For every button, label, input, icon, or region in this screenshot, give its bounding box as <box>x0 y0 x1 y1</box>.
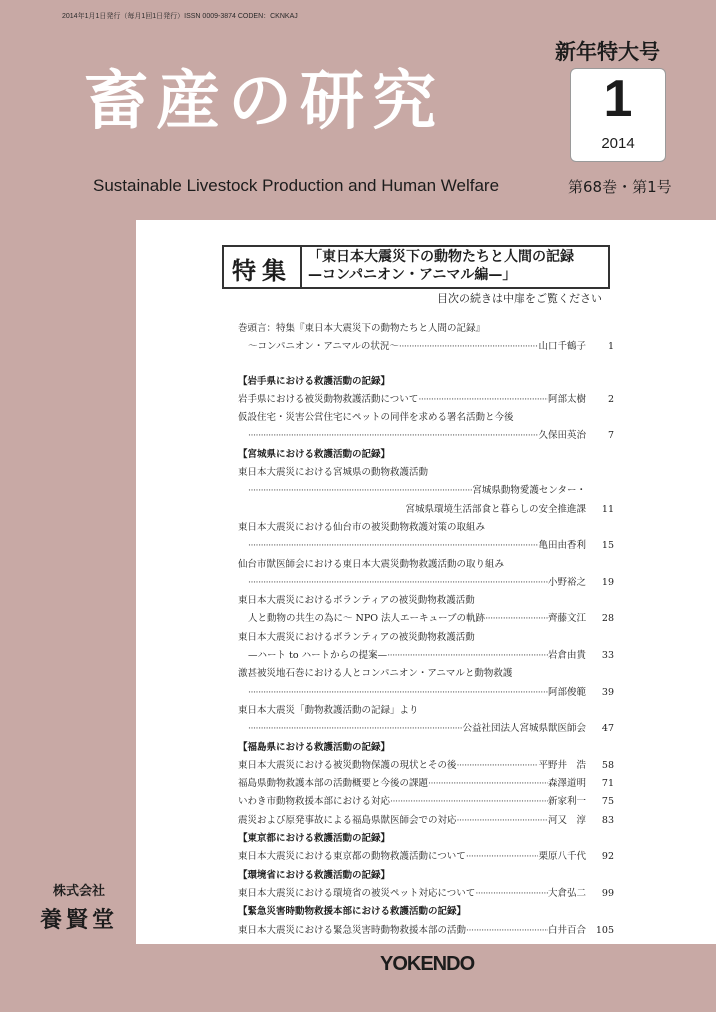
toc-entry-author: 森澤道明 <box>547 778 586 790</box>
toc-entry-author: 公益社団法人宮城県獣医師会 <box>462 723 586 735</box>
toc-entry-author: 久保田英治 <box>538 430 586 442</box>
feature-title-line2: —コンパニオン・アニマル編—」 <box>308 267 517 283</box>
toc-entry-author: 宮城県環境生活部食と暮らしの安全推進課 <box>405 503 586 515</box>
toc-entry-title: —ハート to ハートからの提案— <box>248 650 388 662</box>
feature-title-line1: 「東日本大震災下の動物たちと人間の記録 <box>308 249 574 265</box>
magazine-subtitle: Sustainable Livestock Production and Human Welfare <box>93 176 500 195</box>
contents-panel <box>136 220 716 944</box>
volume-number: 第68巻・第1号 <box>568 178 672 196</box>
toc-entry-author: 河又 淳 <box>547 814 586 826</box>
leader-dots <box>248 430 538 441</box>
toc-entry <box>238 775 614 793</box>
toc-entry-title: ～コンパニオン・アニマルの状況～ <box>248 341 399 353</box>
cover-header <box>0 0 716 218</box>
leader-dots <box>387 650 548 661</box>
toc-entry-title: 福島県動物救護本部の活動概要と今後の課題 <box>238 778 429 790</box>
toc-entry-page: 15 <box>601 540 614 552</box>
toc-entry-author: 栗原八千代 <box>538 851 586 863</box>
toc-entry <box>238 629 614 647</box>
toc-entry-page: 99 <box>601 887 614 899</box>
section-heading: 【緊急災害時動物救援本部における救護活動の記録】 <box>238 906 467 918</box>
toc-entry-author: 宮城県動物愛護センター・ <box>472 485 586 497</box>
issue-box <box>570 68 666 162</box>
toc-entry <box>238 812 614 830</box>
leader-dots <box>248 485 472 496</box>
feature-box <box>222 245 610 289</box>
leader-dots <box>466 851 539 862</box>
toc-entry-title: 巻頭言：特集『東日本大震災下の動物たちと人間の記録』 <box>238 323 486 334</box>
toc-entry <box>238 537 614 555</box>
toc-entry <box>238 922 614 940</box>
toc-entry-author: 亀田由香利 <box>538 540 586 552</box>
toc-entry <box>238 519 614 537</box>
toc-entry-title: 岩手県における被災動物救護活動について <box>238 393 419 405</box>
toc-entry <box>238 482 614 500</box>
section-heading: 【福島県における救護活動の記録】 <box>238 741 391 753</box>
toc-entry-page: 47 <box>601 723 614 735</box>
toc-entry-author: 新家利一 <box>547 796 586 808</box>
publication-info: 2014年1月1日発行（毎月1回1日発行）ISSN 0009-3874 CODEN：CKNKAJ <box>62 13 298 20</box>
toc-entry-page: 28 <box>601 613 614 625</box>
toc-entry <box>238 409 614 427</box>
section-heading: 【岩手県における救護活動の記録】 <box>238 375 391 387</box>
toc-entry <box>238 556 614 574</box>
toc-entry <box>238 848 614 866</box>
toc-entry-title: 東日本大震災における東京都の動物救護活動について <box>238 851 466 863</box>
toc-entry-page: 2 <box>607 393 614 405</box>
section-heading: 【宮城県における救護活動の記録】 <box>238 448 391 460</box>
publisher-company-type: 株式会社 <box>53 884 106 899</box>
yokendo-logo: YOKENDO <box>380 953 475 975</box>
toc-entry <box>238 391 614 409</box>
toc-entry-page: 92 <box>601 851 614 863</box>
issue-number: 1 <box>603 70 633 128</box>
toc-entry-page: 58 <box>601 759 614 771</box>
toc-entry-page: 7 <box>607 430 614 442</box>
toc-entry-page: 11 <box>601 503 614 515</box>
toc-entry-page: 75 <box>601 796 614 808</box>
toc-entry-author: 阿部俊範 <box>547 686 586 698</box>
toc-entry-page: 39 <box>601 686 614 698</box>
leader-dots <box>457 815 548 826</box>
toc-entry-author: 山口千鶴子 <box>538 341 586 353</box>
toc-entry <box>238 665 614 683</box>
toc-entry-author: 岩倉由貴 <box>547 650 586 662</box>
leader-dots <box>485 613 548 624</box>
toc-entry-title: 東日本大震災「動物救護活動の記録」より <box>238 704 419 716</box>
toc-entry <box>238 702 614 720</box>
toc-entry-title: 東日本大震災における宮城県の動物救護活動 <box>238 467 429 479</box>
feature-title <box>308 248 574 284</box>
toc-entry-author: 小野裕之 <box>547 576 586 588</box>
toc-entry <box>238 338 614 356</box>
leader-dots <box>428 778 548 789</box>
toc-entry-page: 105 <box>595 924 614 936</box>
leader-dots <box>466 925 548 936</box>
publisher <box>40 880 118 934</box>
toc-entry-author: 阿部太樹 <box>547 393 586 405</box>
toc-entry-title: 仙台市獣医師会における東日本大震災動物救護活動の取り組み <box>238 558 505 570</box>
feature-label: 特集 <box>232 257 292 285</box>
toc-entry-title: 東日本大震災におけるボランティアの被災動物救護活動 <box>238 595 475 607</box>
toc-entry-title: 仮設住宅・災害公営住宅にペットの同伴を求める署名活動と今後 <box>238 412 514 424</box>
toc-entry-title: 東日本大震災における被災動物保護の現状とその後 <box>238 759 457 771</box>
toc-entry-title: 震災および原発事故による福島県獣医師会での対応 <box>238 814 457 826</box>
toc-entry <box>238 793 614 811</box>
toc-entry-title: 人と動物の共生の為に～ NPO 法人エーキューブの軌跡 <box>248 613 486 625</box>
magazine-title: 畜産の研究 <box>84 65 444 139</box>
continuation-note: 目次の続きは中扉をご覧ください <box>437 292 602 305</box>
toc-entry <box>238 684 614 702</box>
section-heading: 【東京都における救護活動の記録】 <box>238 833 391 845</box>
toc-entry <box>238 757 614 775</box>
leader-dots <box>248 577 548 588</box>
leader-dots <box>475 888 548 899</box>
toc-entry <box>238 501 614 519</box>
toc-entry <box>238 574 614 592</box>
leader-dots <box>248 540 538 551</box>
toc-entry-author: 大倉弘二 <box>547 887 586 899</box>
leader-dots <box>248 687 548 698</box>
toc-entry <box>238 592 614 610</box>
toc-entry <box>238 885 614 903</box>
toc-entry <box>238 647 614 665</box>
toc-entry-page: 71 <box>601 778 614 790</box>
special-issue-label: 新年特大号 <box>555 40 660 64</box>
toc-entry-author: 白井百合 <box>547 924 586 936</box>
feature-divider <box>300 247 302 287</box>
toc-entry-title: 東日本大震災におけるボランティアの被災動物救護活動 <box>238 631 475 643</box>
toc-entry <box>238 464 614 482</box>
toc-entry <box>238 427 614 445</box>
toc-entry-author: 齊藤文江 <box>547 613 586 625</box>
toc-entry-title: いわき市動物救援本部における対応 <box>238 796 391 808</box>
toc-entry <box>238 320 614 338</box>
toc-entry-title: 激甚被災地石巻における人とコンパニオン・アニマルと動物救護 <box>238 668 513 680</box>
leader-dots <box>418 394 548 405</box>
toc-entry-page: 19 <box>601 576 614 588</box>
section-heading: 【環境省における救護活動の記録】 <box>238 869 391 881</box>
issue-year: 2014 <box>601 135 635 152</box>
leader-dots <box>248 723 462 734</box>
toc-entry <box>238 720 614 738</box>
toc-entry-title: 東日本大震災における環境省の被災ペット対応について <box>238 887 476 899</box>
publisher-name: 養賢堂 <box>40 907 119 933</box>
leader-dots <box>457 760 539 771</box>
toc-entry-title: 東日本大震災における緊急災害時動物救援本部の活動 <box>238 924 467 936</box>
leader-dots <box>390 796 548 807</box>
toc-entry-title: 東日本大震災における仙台市の被災動物救護対策の取組み <box>238 521 486 533</box>
toc-entry-author: 平野井 浩 <box>538 759 586 771</box>
table-of-contents <box>238 320 614 940</box>
toc-entry-page: 83 <box>601 814 614 826</box>
leader-dots <box>399 341 539 352</box>
toc-entry-page: 33 <box>601 650 614 662</box>
toc-entry <box>238 610 614 628</box>
toc-entry-page: 1 <box>607 341 614 353</box>
